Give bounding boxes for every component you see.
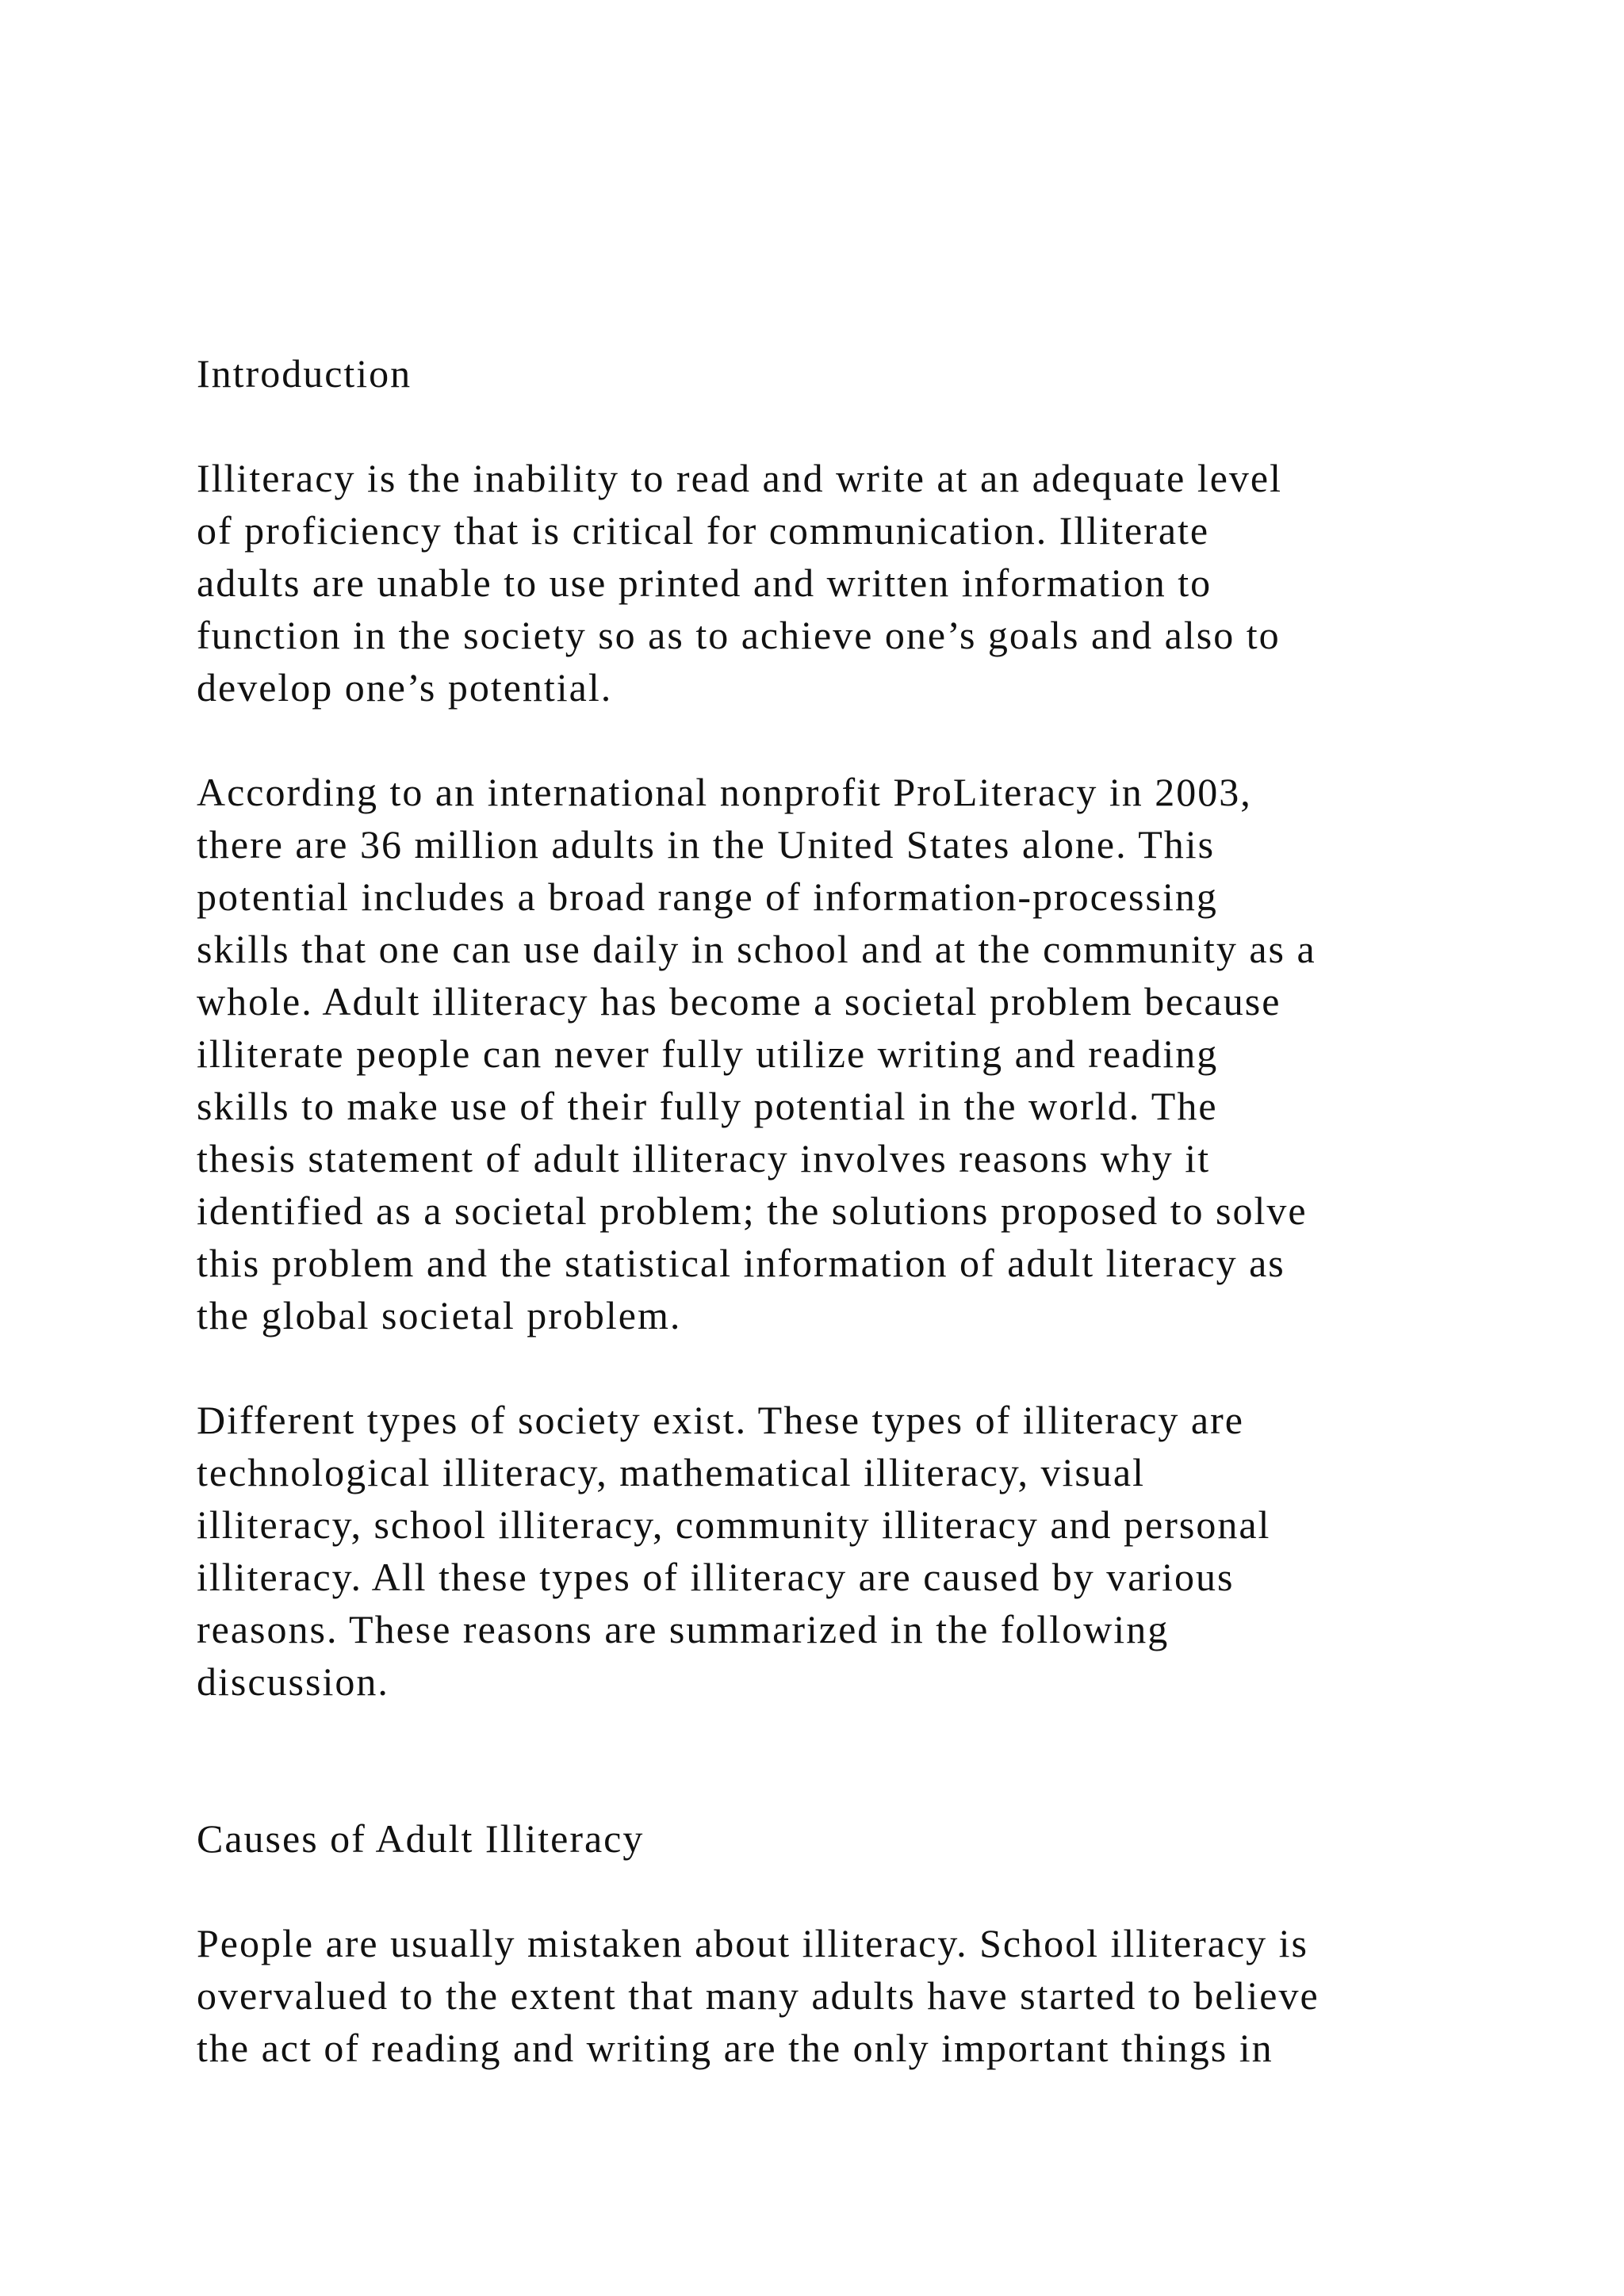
text-line: the global societal problem. (197, 1293, 682, 1337)
text-line: thesis statement of adult illiteracy involves reasons why it (197, 1136, 1211, 1181)
text-line: illiteracy, school illiteracy, community illiteracy and personal (197, 1502, 1271, 1547)
section-heading-introduction: Introduction (197, 351, 412, 396)
text-line: whole. Adult illiteracy has become a societal problem because (197, 979, 1281, 1024)
text-line: People are usually mistaken about illiteracy. School illiteracy is (197, 1921, 1309, 1965)
text-line: function in the society so as to achieve one’s goals and also to (197, 613, 1281, 657)
paragraph-spacer (197, 1341, 1545, 1394)
paragraph-spacer (197, 714, 1545, 766)
document-body (197, 347, 1545, 2074)
text-line: illiterate people can never fully utilize writing and reading (197, 1031, 1219, 1076)
text-line: there are 36 million adults in the United States alone. This (197, 822, 1216, 867)
text-line: Different types of society exist. These types of illiteracy are (197, 1398, 1244, 1442)
text-line: the act of reading and writing are the only important things in (197, 2026, 1274, 2070)
text-line: identified as a societal problem; the solutions proposed to solve (197, 1188, 1308, 1233)
paragraph-statistics (197, 766, 1545, 1341)
text-line: overvalued to the extent that many adults have started to believe (197, 1973, 1320, 2018)
paragraph-causes (197, 1917, 1545, 2074)
text-line: this problem and the statistical information of adult literacy as (197, 1241, 1285, 1285)
paragraph-spacer (197, 1865, 1545, 1917)
paragraph-spacer (197, 400, 1545, 452)
text-line: According to an international nonprofit ProLiteracy in 2003, (197, 770, 1252, 814)
text-line: Illiteracy is the inability to read and write at an adequate level (197, 456, 1282, 500)
paragraph-types (197, 1394, 1545, 1708)
text-line: illiteracy. All these types of illiteracy are caused by various (197, 1555, 1235, 1599)
text-line: develop one’s potential. (197, 665, 613, 710)
paragraph-definition (197, 452, 1545, 714)
text-line: reasons. These reasons are summarized in the following (197, 1607, 1170, 1651)
text-line: skills to make use of their fully potential in the world. The (197, 1084, 1218, 1128)
text-line: adults are unable to use printed and written information to (197, 561, 1212, 605)
text-line: technological illiteracy, mathematical illiteracy, visual (197, 1450, 1145, 1494)
section-spacer (197, 1708, 1545, 1812)
section-heading-causes: Causes of Adult Illiteracy (197, 1816, 645, 1861)
text-line: skills that one can use daily in school and at the community as a (197, 927, 1316, 971)
text-line: potential includes a broad range of information-processing (197, 874, 1218, 919)
text-line: of proficiency that is critical for communication. Illiterate (197, 508, 1210, 553)
text-line: discussion. (197, 1659, 389, 1704)
